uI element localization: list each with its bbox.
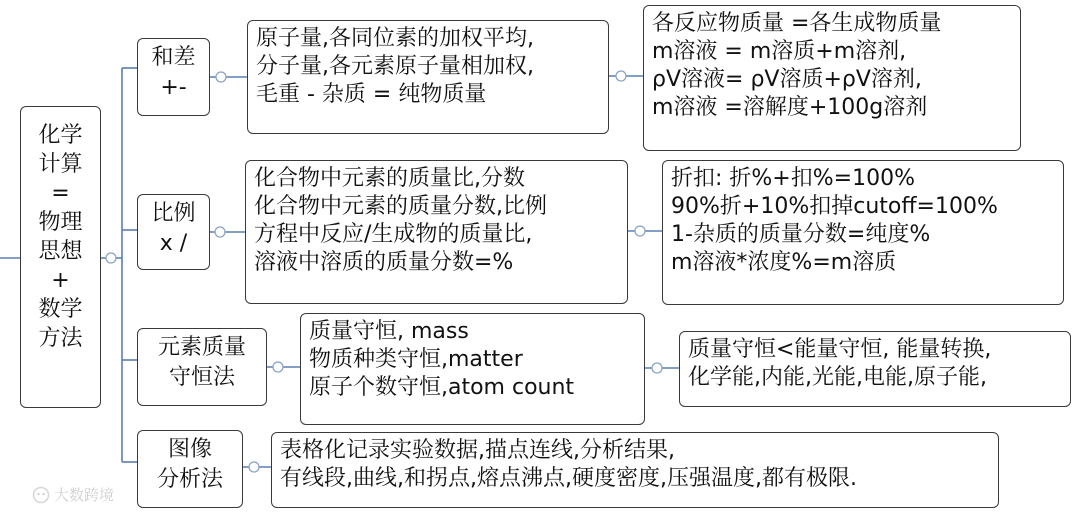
- branch-label: 守恒法: [168, 365, 235, 390]
- branch-label: x /: [159, 231, 188, 256]
- branch-node-graph-analysis: [137, 430, 243, 508]
- branch-label: 比例: [151, 201, 196, 226]
- extra-line: 1-杂质的质量分数=纯度%: [671, 222, 931, 247]
- branch-label: 分析法: [156, 467, 223, 492]
- watermark-logo-icon: [32, 486, 50, 504]
- detail-line: 物质种类守恒,matter: [309, 347, 523, 372]
- extra-line: 各反应物质量 =各生成物质量: [652, 11, 942, 36]
- root-line: 物理: [38, 210, 83, 235]
- root-line: 思想: [38, 239, 83, 264]
- branch-label: 和差: [151, 45, 196, 70]
- branch-label: +-: [160, 75, 187, 100]
- detail-node-graph-analysis: [271, 432, 999, 508]
- branch-label: 图像: [167, 437, 212, 462]
- detail-node-sum-difference: [247, 20, 609, 134]
- branch-node-sum-difference: [137, 38, 210, 116]
- detail-node-ratio: [245, 160, 628, 304]
- root-line: 数学: [38, 297, 83, 322]
- detail-line: 有线段,曲线,和拐点,熔点沸点,硬度密度,压强温度,都有极限.: [280, 466, 857, 491]
- root-line: 化学: [38, 123, 83, 148]
- detail-line: 溶液中溶质的质量分数=%: [254, 250, 514, 275]
- extra-line: 折扣: 折%+扣%=100%: [671, 166, 915, 191]
- detail-line: 原子个数守恒,atom count: [309, 375, 575, 400]
- extra-line: ρV溶液= ρV溶质+ρV溶剂,: [652, 67, 922, 92]
- extra-line: m溶液*浓度%=m溶质: [671, 250, 897, 275]
- detail-line: 方程中反应/生成物的质量比,: [254, 222, 533, 247]
- detail-line: 化合物中元素的质量比,分数: [254, 166, 525, 191]
- branch-node-ratio: [137, 194, 210, 270]
- extra-node-ratio: [662, 160, 1064, 305]
- detail-line: 原子量,各同位素的加权平均,: [256, 26, 534, 51]
- extra-line: m溶液 = m溶质+m溶剂,: [652, 39, 907, 64]
- watermark: [32, 484, 114, 505]
- branch-label: 元素质量: [157, 335, 246, 360]
- root-node: [20, 106, 101, 408]
- detail-line: 分子量,各元素原子量相加权,: [256, 54, 534, 79]
- extra-line: 化学能,内能,光能,电能,原子能,: [688, 365, 987, 390]
- root-line: =: [51, 181, 70, 206]
- watermark-text: 大数跨境: [54, 486, 115, 504]
- extra-node-sum-difference: [643, 5, 1021, 151]
- root-line: 计算: [38, 152, 83, 177]
- root-line: +: [51, 268, 70, 293]
- extra-line: m溶液 =溶解度+100g溶剂: [652, 95, 928, 120]
- detail-node-conservation: [300, 313, 645, 425]
- extra-line: 90%折+10%扣掉cutoff=100%: [671, 194, 998, 219]
- extra-node-conservation: [679, 331, 1071, 407]
- detail-line: 表格化记录实验数据,描点连线,分析结果,: [280, 438, 675, 463]
- detail-line: 质量守恒, mass: [309, 319, 469, 344]
- detail-line: 毛重 - 杂质 = 纯物质量: [256, 82, 487, 107]
- detail-line: 化合物中元素的质量分数,比例: [254, 194, 547, 219]
- branch-node-conservation: [137, 328, 267, 406]
- root-line: 方法: [38, 326, 83, 351]
- extra-line: 质量守恒<能量守恒, 能量转换,: [688, 337, 992, 362]
